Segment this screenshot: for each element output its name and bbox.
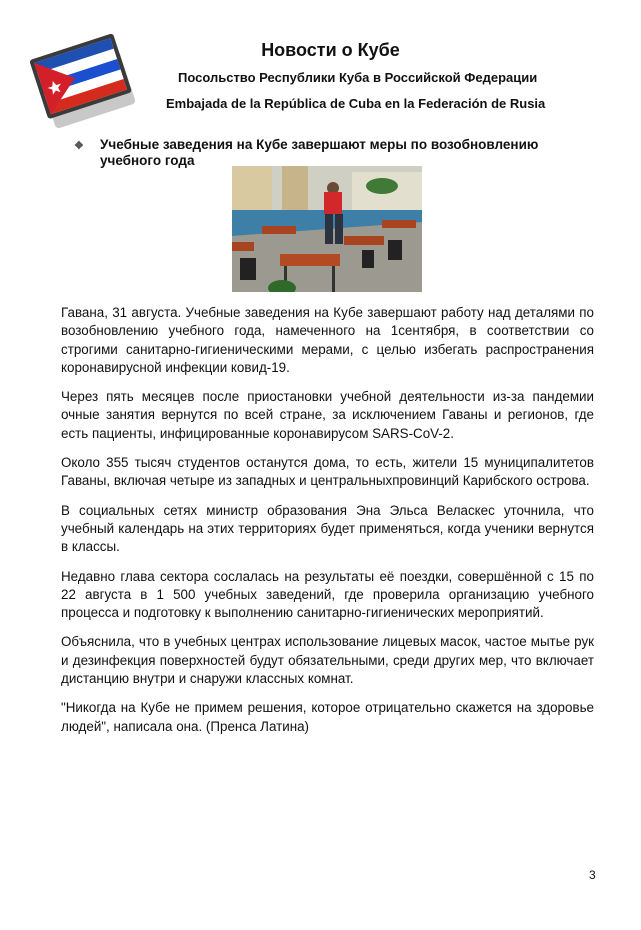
article-headline xyxy=(74,137,574,169)
paragraph-6: Объяснила, что в учебных центрах использование лицевых масок, частое мытье рук и дезинфекция поверхностей будут обязательными, среди других мер, что включает дистанцию внутри и снаружи классных комнат. xyxy=(61,634,594,687)
classroom-photo xyxy=(232,166,422,292)
embassy-name-ru: Посольство Республики Куба в Российской Федерации xyxy=(178,70,538,85)
paragraph-7: "Никогда на Кубе не примем решения, которое отрицательно скажется на здоровье людей", написала она. (Пренса Латина) xyxy=(61,700,594,734)
page-number: 3 xyxy=(589,868,596,882)
paragraph-5: Недавно глава сектора сослалась на результаты её поездки, совершённой с 15 по 22 августа в 1 500 учебных заведений, где проверила организацию учебного процесса и подготовку к выполнению санитарно-гигиенических мероприятий. xyxy=(61,568,594,621)
paragraph-1: Гавана, 31 августа. Учебные заведения на Кубе завершают работу над деталями по возобновлению учебного года, намеченного на 1сентября, в соответствии со строгими санитарно-гигиеническими мерами, с целью избегать распространения коронавирусной инфекции ковид-19. xyxy=(61,305,594,375)
headline-text: Учебные заведения на Кубе завершают меры по возобновлению учебного года xyxy=(100,137,539,168)
diamond-bullet-icon: ❖ xyxy=(74,140,84,152)
embassy-name-es: Embajada de la República de Cuba en la Federación de Rusia xyxy=(166,96,546,111)
paragraph-4: В социальных сетях министр образования Эна Эльса Веласкес уточнила, что учебный календарь на этих территориях будет применяться, когда ученики вернутся в классы. xyxy=(61,502,594,555)
paragraph-2: Через пять месяцев после приостановки учебной деятельности из-за пандемии очные занятия вернутся по всей стране, за исключением Гаваны и регионов, где есть пациенты, инфицированные коронавирусом SARS-CoV-2. xyxy=(61,389,594,441)
article-body xyxy=(61,304,594,747)
page-title: Новости о Кубе xyxy=(261,40,400,60)
paragraph-3: Около 355 тысяч студентов останутся дома, то есть, жители 15 муниципалитетов Гаваны, включая четыре из западных и центральныхпровинций Карибского острова. xyxy=(61,455,594,489)
